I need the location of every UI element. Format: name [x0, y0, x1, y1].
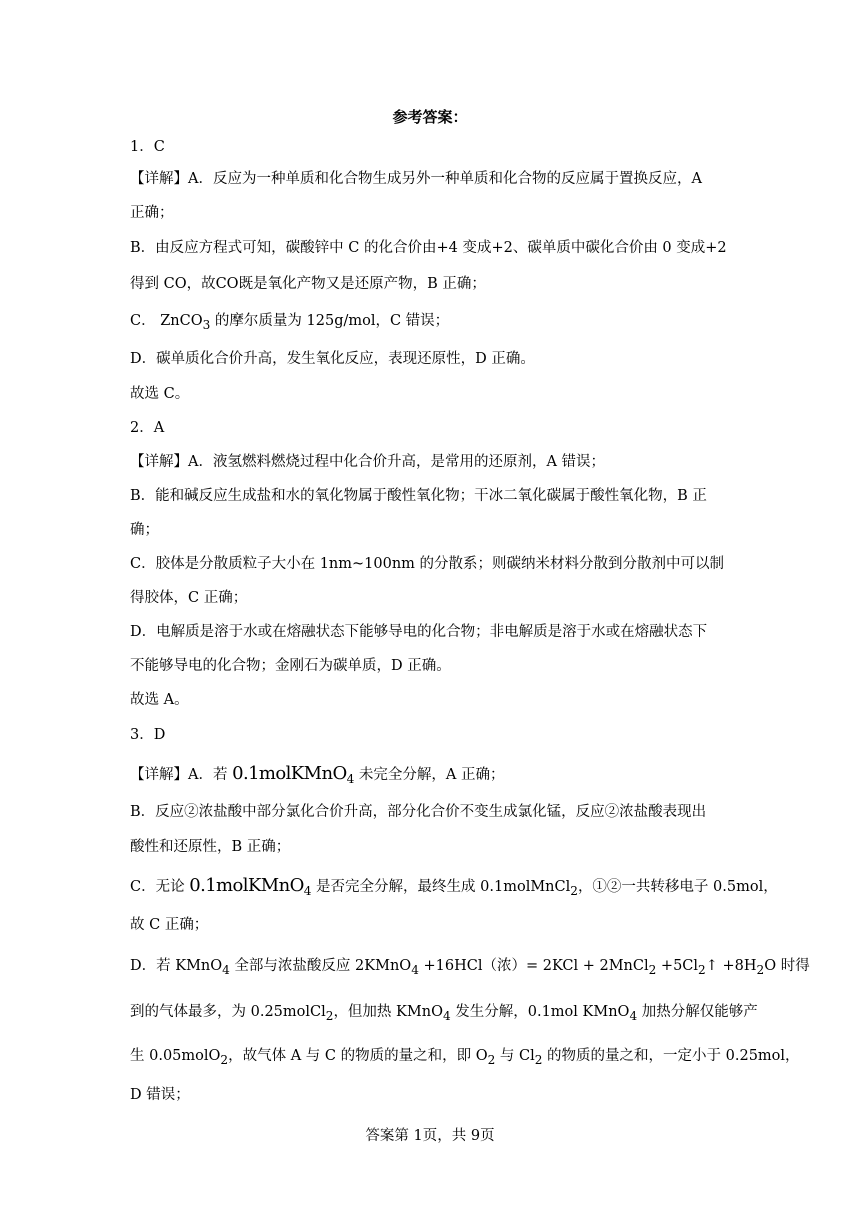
text-line: B．能和碱反应生成盐和水的氧化物属于酸性氧化物；干冰二氧化碳属于酸性氧化物，B 正 [130, 488, 707, 504]
page-title: 参考答案： [392, 108, 468, 126]
text-line: D．碳单质化合价升高，发生氧化反应，表现还原性，D 正确。 [130, 351, 535, 367]
text-line: C． ZnCO$_3$ 的摩尔质量为 125g/mol，C 错误； [130, 313, 450, 332]
answer-body [130, 132, 810, 1113]
text-line: 故选 A。 [130, 692, 189, 708]
text-line: 1．C [130, 139, 165, 155]
text-line: 【详解】A．若 0.1molKMnO$_4$ 未完全分解，A 正确； [130, 763, 505, 786]
text-line: 【详解】A．反应为一种单质和化合物生成另外一种单质和化合物的反应属于置换反应，A [130, 171, 702, 187]
text-line: 不能够导电的化合物；金刚石为碳单质，D 正确。 [130, 658, 451, 674]
text-line: D．若 KMnO$_4$ 全部与浓盐酸反应 2KMnO$_4$ +16HCl（浓）= 2KCl + 2MnCl$_2$ $+5Cl_2↑ +8H_2O$ 时得 [130, 958, 810, 977]
page-footer: 答案第 1页，共 9页 [365, 1128, 495, 1144]
text-line: 生 0.05molO$_2$，故气体 A 与 C 的物质的量之和，即 $O_2$ 与 $Cl_2$ 的物质的量之和，一定小于 0.25mol， [130, 1048, 800, 1067]
text-line: C．无论 0.1molKMnO$_4$ 是否完全分解，最终生成 0.1molMnCl$_2$，①②一共转移电子 0.5mol， [130, 875, 778, 898]
text-line: B．由反应方程式可知，碳酸锌中 C 的化合价由+4 变成+2、碳单质中碳化合价由 0 变成+2 [130, 240, 727, 256]
text-line: 2．A [130, 420, 165, 436]
text-line: C．胶体是分散质粒子大小在 1nm~100nm 的分散系；则碳纳米材料分散到分散剂中可以制 [130, 556, 725, 572]
text-line: 正确； [130, 205, 174, 221]
text-line: D 错误； [130, 1087, 190, 1103]
text-line: 故 C 正确； [130, 917, 209, 933]
text-line: D．电解质是溶于水或在熔融状态下能够导电的化合物；非电解质是溶于水或在熔融状态下 [130, 624, 708, 640]
text-line: 到的气体最多，为 0.25molCl$_2$，但加热 KMnO$_4$ 发生分解，0.1mol KMnO$_4$ 加热分解仅能够产 [130, 1004, 758, 1023]
text-line: 得胶体，C 正确； [130, 590, 248, 606]
text-line: B．反应②浓盐酸中部分氯化合价升高，部分化合价不变生成氯化锰，反应②浓盐酸表现出 [130, 804, 707, 820]
text-line: 3．D [130, 727, 166, 743]
text-line: 得到 CO，故CO既是氧化产物又是还原产物，B 正确； [130, 276, 486, 292]
text-line: 确； [130, 522, 159, 538]
text-line: 酸性和还原性，B 正确； [130, 839, 291, 855]
text-line: 故选 C。 [130, 386, 190, 402]
text-line: 【详解】A．液氢燃料燃烧过程中化合价升高，是常用的还原剂，A 错误； [130, 454, 606, 470]
